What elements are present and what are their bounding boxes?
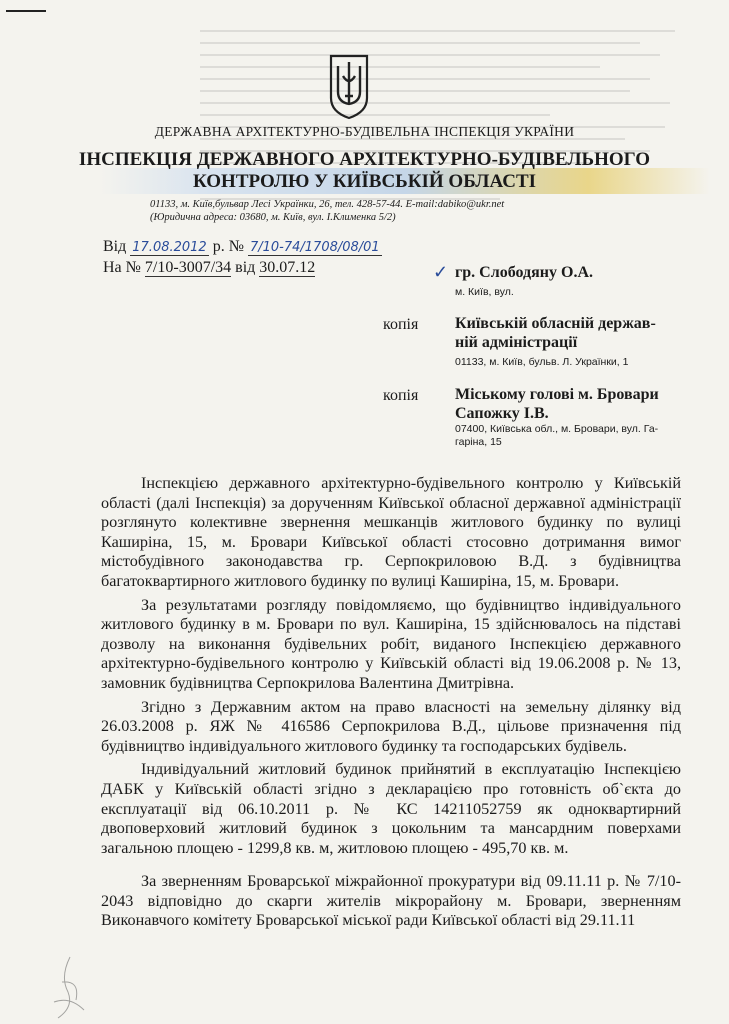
paragraph-1: Інспекцією державного архітектурно-будівельного контролю у Київській області (далі Інспекція) за дорученням Київської обласної державної адміністрації розглянуто колективне звернення мешканців житлового будинку по вулиці Каширіна, 15, м. Бровари Київської області стосовно дотримання вимог містобудівного законодавства гр. Серпокриловою В.Д. з будівництва багатоквартирного житлового будинку по вулиці Каширіна, 15, м. Бровари. — [101, 474, 681, 590]
ministry-name: ДЕРЖАВНА АРХІТЕКТУРНО-БУДІВЕЛЬНА ІНСПЕКЦІЯ УКРАЇНИ — [154, 124, 575, 139]
recipient-name-line1: Міському голові м. Бровари — [455, 386, 659, 403]
re-date: 30.07.12 — [259, 259, 316, 276]
paragraph-3: Згідно з Державним актом на право власності на земельну ділянку від 26.03.2008 р. ЯЖ № 416586 Серпокрилова В.Д., цільове призначення під будівництво індивідуального житлового будинку та господарських будівель. — [101, 697, 681, 755]
outgoing-date: 17.08.2012 — [132, 240, 207, 255]
trident-emblem-icon — [327, 52, 371, 120]
recipient-name: гр. Слободяну О.А. — [455, 264, 593, 281]
inspection-name — [0, 149, 729, 193]
recipient-address: 01133, м. Київ, бульв. Л. Українки, 1 — [455, 356, 629, 368]
year-suffix: р. — [212, 238, 225, 255]
number-label: № — [228, 238, 244, 255]
copy-label: копія — [383, 316, 419, 333]
recipient-primary — [455, 263, 593, 300]
recipient-name-line1: Київській обласній держав- — [455, 315, 656, 332]
address-line1: 01133, м. Київ,бульвар Лесі Українки, 26, тел. 428-57-44. E-mail:dabiko@ukr.net — [150, 199, 505, 210]
recipient-address-line2: гаріна, 15 — [455, 436, 502, 448]
recipient-copy-mayor — [455, 385, 659, 449]
checkmark-icon: ✓ — [433, 262, 449, 282]
re-label: На № — [103, 259, 141, 276]
recipient-name-line2: ній адміністрації — [455, 334, 578, 351]
letter-body — [101, 474, 681, 931]
inspection-name-line2: КОНТРОЛЮ У КИЇВСЬКІЙ ОБЛАСТІ — [192, 171, 537, 192]
outgoing-reg-line — [103, 238, 382, 256]
from-label: Від — [103, 238, 127, 255]
copy-label: копія — [383, 387, 419, 404]
incoming-ref-line — [103, 259, 315, 277]
re-from-label: від — [235, 259, 256, 276]
paragraph-5: За зверненням Броварської міжрайонної прокуратури від 09.11.11 р. № 7/10-2043 відповідно до скарги жителів мікрорайону м. Бровари, зверненням Виконавчого комітету Броварської міської ради Київської області від 29.11.11 — [101, 872, 681, 930]
corner-mark — [6, 10, 46, 12]
recipient-copy-oda — [455, 314, 656, 370]
inspection-name-line1: ІНСПЕКЦІЯ ДЕРЖАВНОГО АРХІТЕКТУРНО-БУДІВЕЛЬНОГО — [78, 149, 651, 170]
paragraph-4: Індивідуальний житловий будинок прийнятий в експлуатацію Інспекцією ДАБК у Київській області згідно з декларацією про готовність об`єкта до експлуатації від 06.10.2011 р. № КС 14211052759 як одноквартирний двоповерховий житловий будинок з цокольним та мансардним поверхами загальною площею - 1299,8 кв. м, житловою площею - 495,70 кв. м. — [101, 760, 681, 857]
signature-mark-icon — [40, 952, 100, 1022]
letterhead-address — [150, 198, 504, 224]
recipient-address: м. Київ, вул. — [455, 286, 514, 298]
outgoing-number: 7/10-74/1708/08/01 — [249, 240, 380, 255]
re-number: 7/10-3007/34 — [144, 259, 232, 276]
recipient-address-line1: 07400, Київська обл., м. Бровари, вул. Га- — [455, 423, 659, 435]
recipient-name-line2: Сапожку І.В. — [455, 405, 549, 422]
paragraph-2: За результатами розгляду повідомляємо, що будівництво індивідуального житлового будинку в м. Бровари по вул. Каширіна, 15 здійснювалось на підставі дозволу на виконання будівельних робіт, виданого Інспекцією державного архітектурно-будівельного контролю у Київській області від 19.06.2008 р. № 13, замовник будівництва Серпокрилова Валентина Дмитрівна. — [101, 595, 681, 692]
address-line2: (Юридична адреса: 03680, м. Київ, вул. І.Клименка 5/2) — [150, 212, 396, 223]
